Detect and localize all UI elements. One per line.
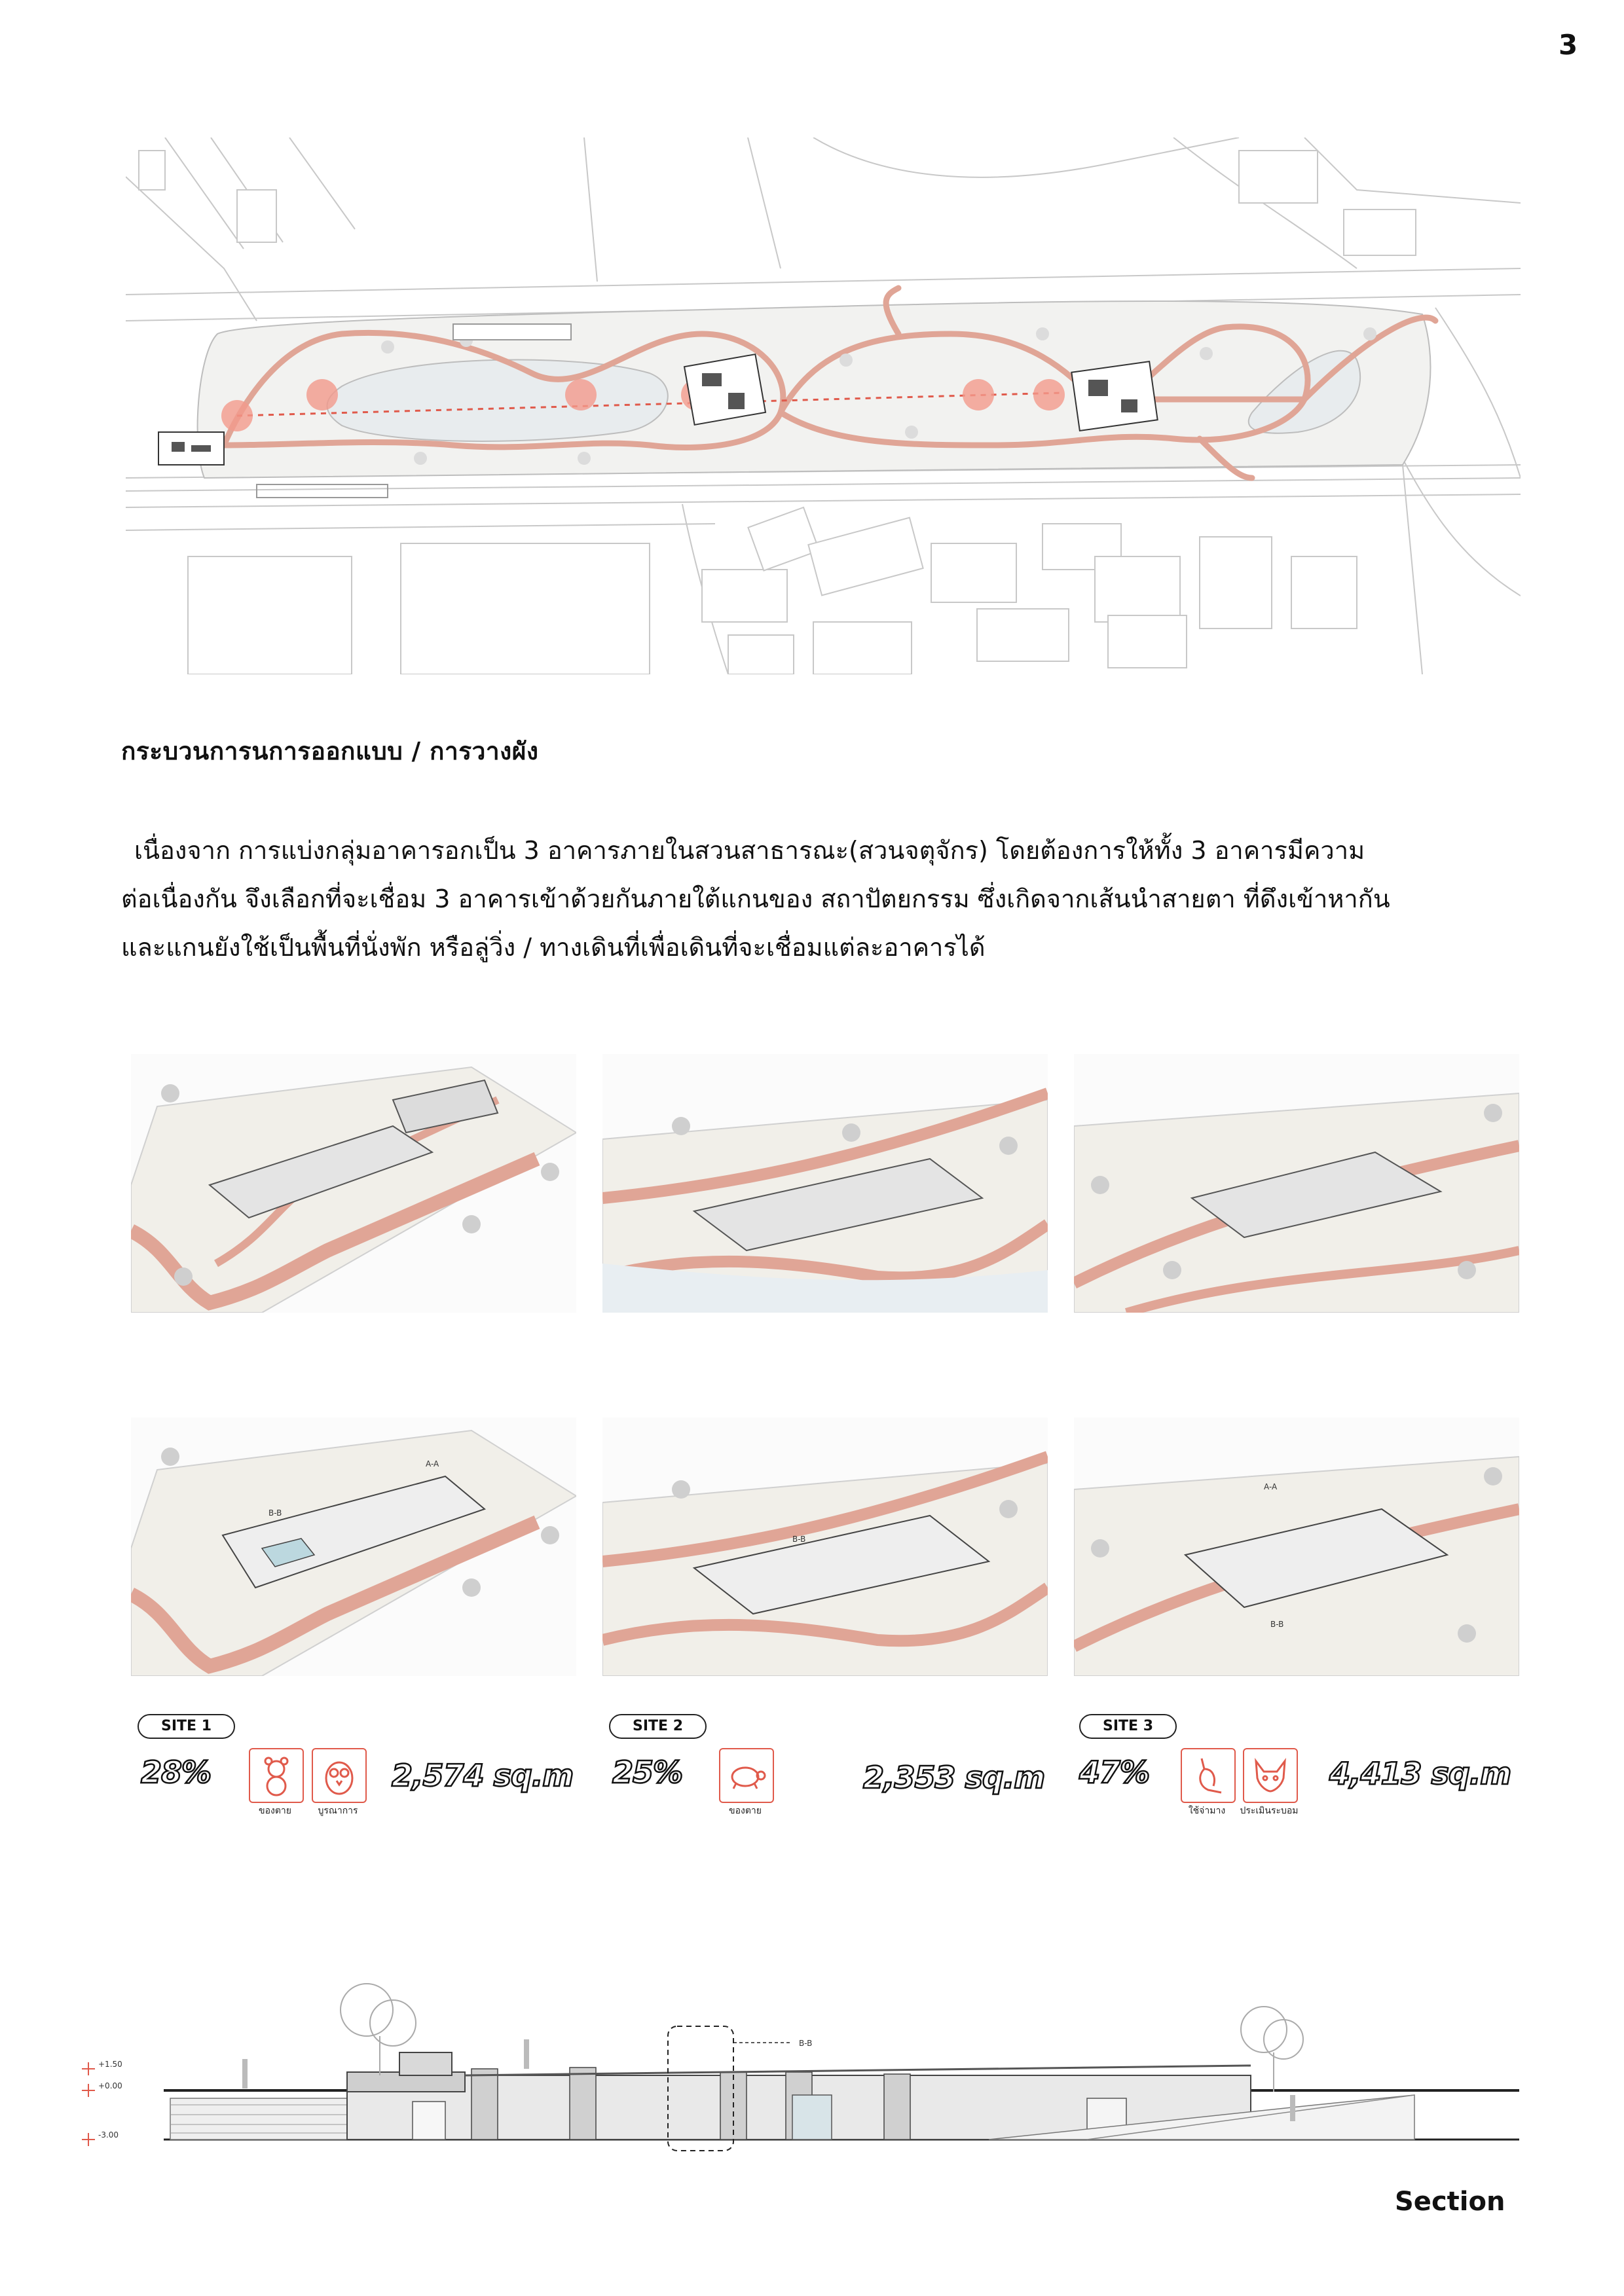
icon-caption: ของตาย — [729, 1806, 762, 1816]
site-1-label: SITE 1 — [138, 1714, 235, 1739]
teddy-bear-icon — [249, 1748, 304, 1803]
section-callout-label: B-B — [799, 2039, 813, 2048]
icon-caption: ประเมินระบอม — [1240, 1806, 1299, 1816]
site-3-area: 4,413 sq.m — [1329, 1756, 1511, 1791]
icon-caption: ใช้จ่ามาง — [1188, 1806, 1226, 1816]
description-line: เนื่องจาก การแบ่งกลุ่มอาคารอกเป็น 3 อาคารภายในสวนสาธารณะ(สวนจตุจักร) โดยต้องการให้ทั้ง 3 อาคารมีความ — [134, 836, 1365, 865]
site-2-area: 2,353 sq.m — [863, 1760, 1045, 1795]
site-1-percent: 28% — [141, 1755, 212, 1790]
icon-caption: บูรณาการ — [318, 1806, 358, 1816]
site-1-cutaway-axonometric — [131, 1417, 576, 1676]
level-marker: +0.00 — [98, 2081, 122, 2090]
kangaroo-icon — [1181, 1748, 1236, 1803]
site-3-label: SITE 3 — [1079, 1714, 1177, 1739]
section-title: Section — [1395, 2187, 1505, 2217]
site-plan-drawing — [126, 137, 1521, 674]
turtle-icon — [719, 1748, 774, 1803]
level-marker: +1.50 — [98, 2060, 122, 2069]
description-line: ต่อเนื่องกัน จึงเลือกที่จะเชื่อม 3 อาคารเข้าด้วยกันภายใต้แกนของ สถาปัตยกรรม ซึ่งเกิดจากเส้นนำสายตา ที่ดึงเข้าหากัน — [121, 884, 1390, 913]
site-2-percent: 25% — [612, 1755, 683, 1790]
section-tag-a: A-A — [1264, 1482, 1278, 1491]
site-2-cutaway-axonometric — [602, 1417, 1048, 1676]
fox-icon — [1243, 1748, 1298, 1803]
site-3-axonometric — [1074, 1054, 1519, 1313]
site-1-axonometric — [131, 1054, 576, 1313]
building-section-drawing — [72, 1958, 1532, 2174]
section-tag-a: A-A — [426, 1459, 439, 1468]
description-line: และแกนยังใช้เป็นพื้นที่นั่งพัก หรือลู่วิ่ง / ทางเดินที่เพื่อเดินที่จะเชื่อมแต่ละอาคารได้ — [121, 933, 986, 962]
site-2-axonometric — [602, 1054, 1048, 1313]
site-3-cutaway-axonometric — [1074, 1417, 1519, 1676]
section-heading: กระบวนการนการออกแบบ / การวางผัง — [121, 737, 539, 765]
owl-icon — [312, 1748, 367, 1803]
level-marker: -3.00 — [98, 2130, 119, 2140]
section-tag-b: B-B — [1270, 1620, 1284, 1629]
icon-caption: ของตาย — [259, 1806, 291, 1816]
site-1-area: 2,574 sq.m — [392, 1758, 574, 1793]
section-tag-b: B-B — [792, 1535, 806, 1544]
section-tag-b: B-B — [268, 1508, 282, 1518]
site-2-label: SITE 2 — [609, 1714, 707, 1739]
description-text — [121, 826, 1516, 972]
page-number: 3 — [1559, 29, 1578, 61]
site-3-percent: 47% — [1079, 1755, 1150, 1790]
